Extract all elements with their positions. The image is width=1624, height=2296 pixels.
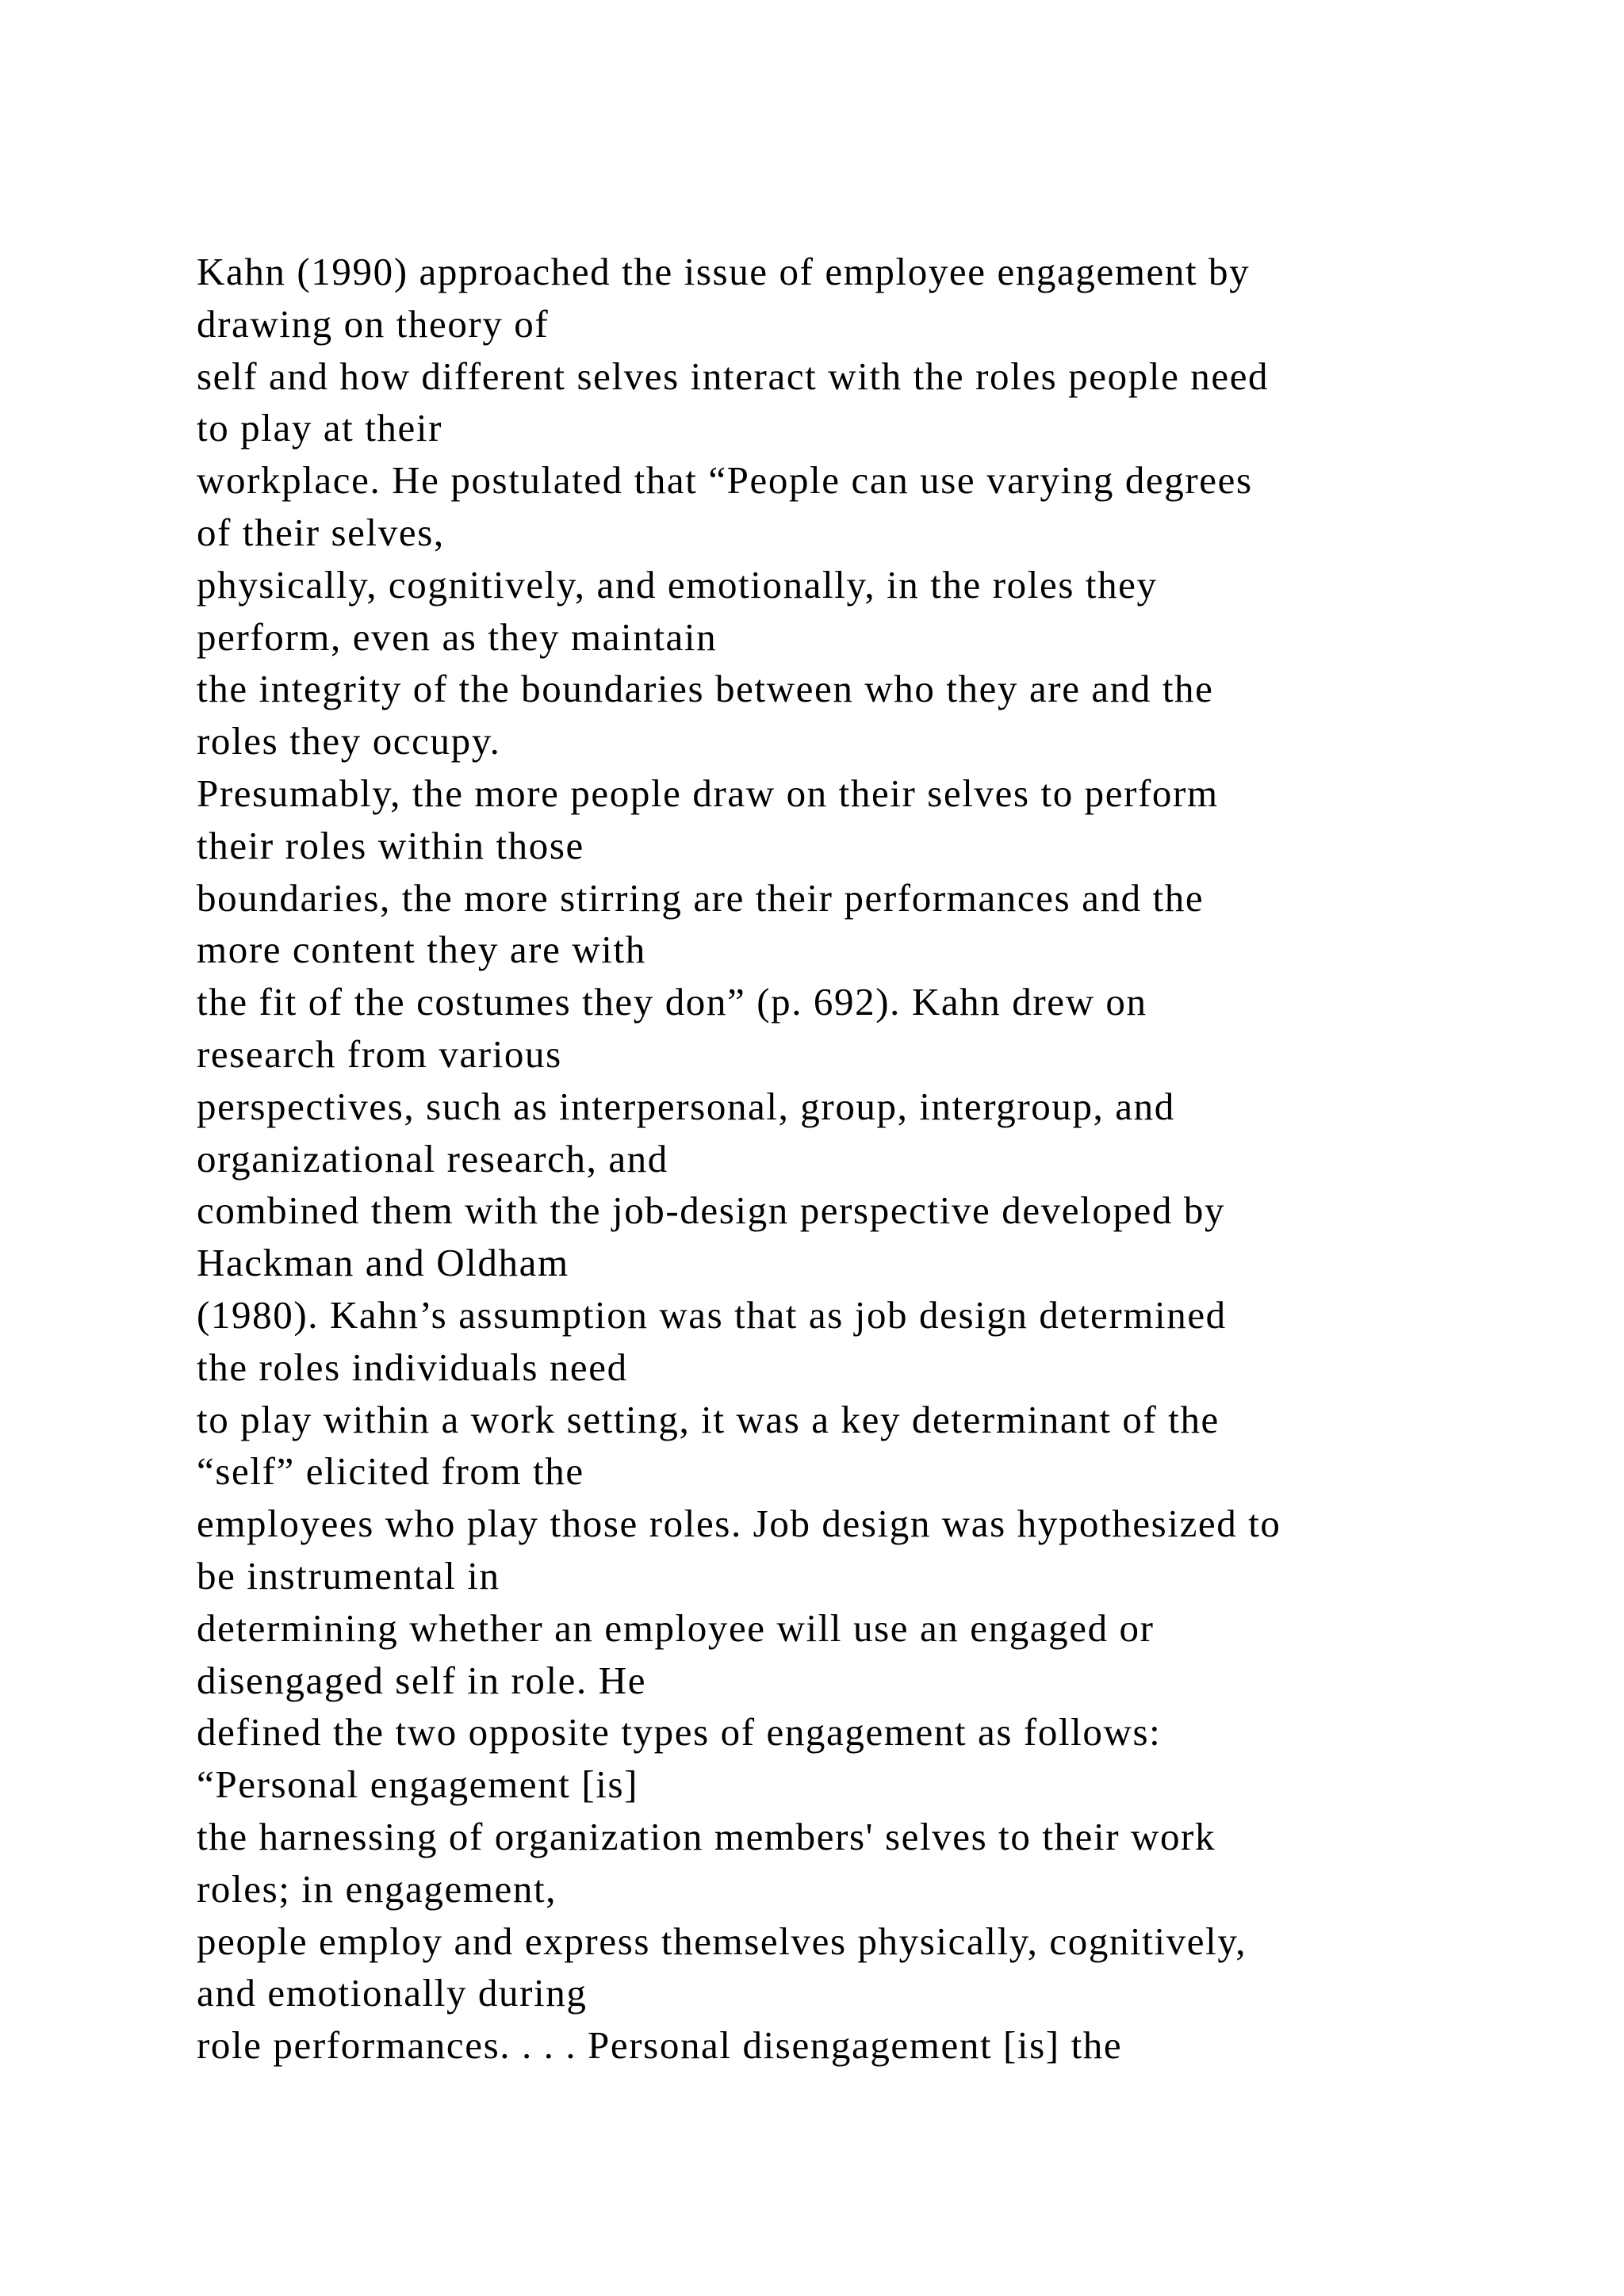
text-line: to play within a work setting, it was a key determinant of the <box>197 1397 1220 1441</box>
text-line: “Personal engagement [is] <box>197 1762 639 1807</box>
text-line: the fit of the costumes they don” (p. 692). Kahn drew on <box>197 980 1147 1024</box>
text-line: people employ and express themselves physically, cognitively, <box>197 1919 1247 1963</box>
text-line: roles; in engagement, <box>197 1866 557 1911</box>
text-line: the harnessing of organization members' selves to their work <box>197 1814 1216 1858</box>
text-line: “self” elicited from the <box>197 1449 584 1494</box>
text-line: self and how different selves interact with the roles people need <box>197 354 1270 398</box>
text-line: organizational research, and <box>197 1136 668 1181</box>
text-line: Presumably, the more people draw on their selves to perform <box>197 771 1219 815</box>
text-line: research from various <box>197 1031 562 1076</box>
text-line: disengaged self in role. He <box>197 1658 647 1702</box>
text-line: perspectives, such as interpersonal, group, intergroup, and <box>197 1084 1175 1128</box>
text-line: boundaries, the more stirring are their performances and the <box>197 875 1205 920</box>
text-line: be instrumental in <box>197 1553 500 1598</box>
text-line: physically, cognitively, and emotionally, in the roles they <box>197 562 1158 607</box>
text-line: the roles individuals need <box>197 1345 628 1389</box>
body-text <box>197 246 1561 2072</box>
text-line: the integrity of the boundaries between who they are and the <box>197 667 1214 711</box>
text-line: of their selves, <box>197 510 445 554</box>
text-line: workplace. He postulated that “People can use varying degrees <box>197 458 1253 503</box>
text-line: to play at their <box>197 406 442 450</box>
text-line: drawing on theory of <box>197 301 550 346</box>
text-line: role performances. . . . Personal disengagement [is] the <box>197 2023 1123 2068</box>
text-line: determining whether an employee will use an engaged or <box>197 1605 1155 1650</box>
text-line: defined the two opposite types of engagement as follows: <box>197 1710 1162 1755</box>
text-line: Hackman and Oldham <box>197 1241 569 1285</box>
text-line: Kahn (1990) approached the issue of employee engagement by <box>197 250 1251 293</box>
text-line: and emotionally during <box>197 1971 588 2015</box>
text-line: combined them with the job-design perspective developed by <box>197 1188 1226 1233</box>
text-line: employees who play those roles. Job design was hypothesized to <box>197 1502 1281 1546</box>
text-line: roles they occupy. <box>197 719 501 763</box>
text-line: more content they are with <box>197 928 646 972</box>
text-line: their roles within those <box>197 823 584 867</box>
text-line: perform, even as they maintain <box>197 614 718 659</box>
text-line: (1980). Kahn’s assumption was that as job design determined <box>197 1292 1227 1337</box>
